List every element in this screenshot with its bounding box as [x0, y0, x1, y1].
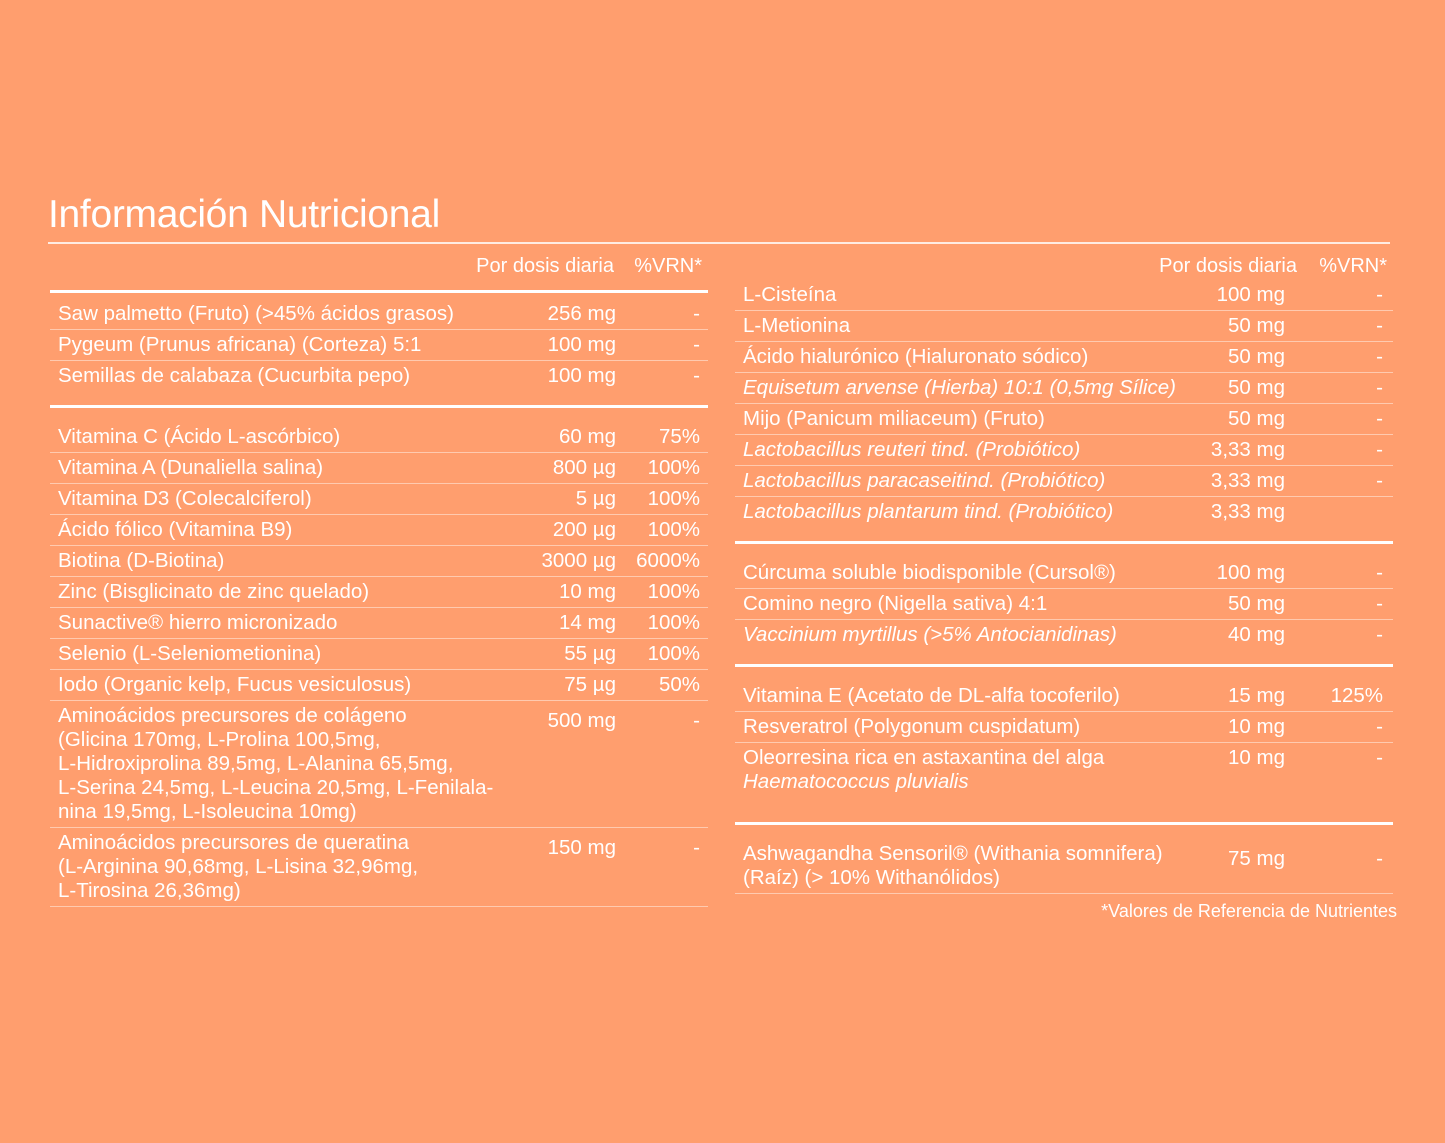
table-row-ashwagandha — [735, 839, 1393, 894]
table-row — [50, 577, 708, 608]
ingredient-detail-line: Haematococcus pluvialis — [743, 770, 969, 793]
ingredient-vrn: 125% — [1330, 684, 1383, 707]
ingredient-vrn: - — [1376, 376, 1383, 399]
table-header — [735, 252, 1393, 280]
left-table — [50, 252, 708, 907]
ingredient-vrn: - — [1376, 283, 1383, 306]
table-row — [50, 546, 708, 577]
ingredient-vrn: - — [1376, 314, 1383, 337]
table-row — [735, 280, 1393, 311]
group-divider — [735, 664, 1393, 667]
ingredient-dose: 100 mg — [1216, 561, 1285, 584]
ingredient-vrn: - — [1376, 407, 1383, 430]
ingredient-vrn: 6000% — [636, 549, 700, 572]
ingredient-vrn: 100% — [647, 518, 700, 541]
ingredient-detail-line: (L-Arginina 90,68mg, L-Lisina 32,96mg, — [58, 855, 419, 878]
ingredient-dose: 100 mg — [1216, 283, 1285, 306]
ingredient-name: Pygeum (Prunus africana) (Corteza) 5:1 — [58, 333, 422, 356]
header-divider — [50, 290, 708, 293]
ingredient-dose: 150 mg — [547, 836, 616, 859]
ingredient-vrn: - — [1376, 623, 1383, 646]
right-table — [735, 252, 1393, 894]
ingredient-vrn: - — [1376, 469, 1383, 492]
ingredient-vrn: 75% — [658, 425, 700, 448]
ingredient-dose: 40 mg — [1228, 623, 1285, 646]
ingredient-dose: 500 mg — [547, 709, 616, 732]
ingredient-dose: 800 µg — [552, 456, 616, 479]
ingredient-name: Vitamina C (Ácido L-ascórbico) — [58, 425, 341, 448]
table-row — [50, 639, 708, 670]
ingredient-name: Lactobacillus plantarum tind. (Probiótico) — [743, 500, 1114, 523]
ingredient-vrn: - — [1376, 561, 1383, 584]
ingredient-name: Equisetum arvense (Hierba) 10:1 (0,5mg Sílice) — [743, 376, 1176, 399]
ingredient-name: Ácido fólico (Vitamina B9) — [58, 518, 293, 541]
ingredient-vrn: - — [1376, 746, 1383, 769]
ingredient-dose: 50 mg — [1228, 314, 1285, 337]
table-row — [50, 361, 708, 391]
ingredient-vrn: - — [693, 364, 700, 387]
ingredient-vrn: - — [1376, 592, 1383, 615]
ingredient-name-line: Aminoácidos precursores de colágeno — [58, 704, 407, 727]
ingredient-name: Vitamina E (Acetato de DL-alfa tocoferilo) — [743, 684, 1120, 707]
title-divider — [48, 242, 1390, 244]
ingredient-dose: 75 µg — [564, 673, 616, 696]
ingredient-vrn: 100% — [647, 642, 700, 665]
ingredient-name: Saw palmetto (Fruto) (>45% ácidos grasos) — [58, 302, 454, 325]
ingredient-name: Lactobacillus reuteri tind. (Probiótico) — [743, 438, 1081, 461]
table-row — [735, 311, 1393, 342]
ingredient-name: Mijo (Panicum miliaceum) (Fruto) — [743, 407, 1045, 430]
ingredient-dose: 3000 µg — [541, 549, 616, 572]
ingredient-name: Selenio (L-Seleniometionina) — [58, 642, 322, 665]
ingredient-name: Zinc (Bisglicinato de zinc quelado) — [58, 580, 370, 603]
ingredient-detail-line: L-Tirosina 26,36mg) — [58, 879, 241, 902]
ingredient-dose: 14 mg — [559, 611, 616, 634]
ingredient-name: Iodo (Organic kelp, Fucus vesiculosus) — [58, 673, 412, 696]
ingredient-vrn: - — [693, 333, 700, 356]
table-row — [735, 712, 1393, 743]
table-row — [735, 558, 1393, 589]
ingredient-dose: 10 mg — [559, 580, 616, 603]
ingredient-vrn: - — [1376, 438, 1383, 461]
ingredient-name: Semillas de calabaza (Cucurbita pepo) — [58, 364, 411, 387]
ingredient-dose: 5 µg — [575, 487, 616, 510]
ingredient-name: L-Cisteína — [743, 283, 837, 306]
dose-column-header: Por dosis diaria — [1159, 255, 1297, 277]
ingredient-vrn: 100% — [647, 580, 700, 603]
table-row — [735, 466, 1393, 497]
ingredient-dose: 10 mg — [1228, 746, 1285, 769]
ingredient-vrn: 100% — [647, 456, 700, 479]
dose-column-header: Por dosis diaria — [476, 255, 614, 277]
table-row-collagen — [50, 701, 708, 828]
ingredient-vrn: - — [1376, 715, 1383, 738]
table-row — [50, 299, 708, 330]
table-row — [50, 422, 708, 453]
ingredient-name: L-Metionina — [743, 314, 851, 337]
table-row-keratin — [50, 828, 708, 907]
ingredient-vrn: - — [1376, 345, 1383, 368]
ingredient-dose: 3,33 mg — [1210, 500, 1285, 523]
ingredient-name: Biotina (D-Biotina) — [58, 549, 225, 572]
table-row-astaxanthin — [735, 743, 1393, 808]
ingredient-name: Ácido hialurónico (Hialuronato sódico) — [743, 345, 1089, 368]
table-row — [50, 670, 708, 701]
ingredient-dose: 50 mg — [1228, 407, 1285, 430]
ingredient-name-line: Aminoácidos precursores de queratina — [58, 831, 409, 854]
ingredient-detail-line: (Raíz) (> 10% Withanólidos) — [743, 866, 1000, 889]
ingredient-vrn: - — [693, 836, 700, 859]
ingredient-name: Cúrcuma soluble biodisponible (Cursol®) — [743, 561, 1116, 584]
ingredient-dose: 3,33 mg — [1210, 469, 1285, 492]
ingredient-dose: 200 µg — [552, 518, 616, 541]
ingredient-detail-line: (Glicina 170mg, L-Prolina 100,5mg, — [58, 728, 381, 751]
ingredient-dose: 10 mg — [1228, 715, 1285, 738]
ingredient-name: Resveratrol (Polygonum cuspidatum) — [743, 715, 1081, 738]
ingredient-vrn: - — [693, 302, 700, 325]
table-row — [50, 484, 708, 515]
page-title: Información Nutricional — [48, 193, 440, 236]
ingredient-name: Sunactive® hierro micronizado — [58, 611, 338, 634]
ingredient-name-line: Oleorresina rica en astaxantina del alga — [743, 746, 1105, 769]
ingredient-dose: 256 mg — [547, 302, 616, 325]
table-row — [50, 515, 708, 546]
ingredient-dose: 100 mg — [547, 333, 616, 356]
table-row — [735, 497, 1393, 527]
ingredient-detail-line: nina 19,5mg, L-Isoleucina 10mg) — [58, 800, 357, 823]
group-divider — [50, 405, 708, 408]
table-row — [735, 681, 1393, 712]
ingredient-dose: 3,33 mg — [1210, 438, 1285, 461]
ingredient-name-line: Ashwagandha Sensoril® (Withania somnifera) — [743, 842, 1163, 865]
ingredient-name: Vitamina A (Dunaliella salina) — [58, 456, 324, 479]
ingredient-vrn: - — [1376, 847, 1383, 870]
table-row — [735, 373, 1393, 404]
table-header — [50, 252, 708, 280]
table-row — [50, 608, 708, 639]
footnote: *Valores de Referencia de Nutrientes — [1101, 901, 1397, 921]
ingredient-vrn: 50% — [658, 673, 700, 696]
ingredient-dose: 50 mg — [1228, 592, 1285, 615]
ingredient-dose: 100 mg — [547, 364, 616, 387]
ingredient-name: Vaccinium myrtillus (>5% Antocianidinas) — [743, 623, 1117, 646]
table-row — [735, 342, 1393, 373]
ingredient-dose: 55 µg — [564, 642, 616, 665]
ingredient-dose: 15 mg — [1228, 684, 1285, 707]
ingredient-name: Vitamina D3 (Colecalciferol) — [58, 487, 312, 510]
group-divider — [735, 541, 1393, 544]
table-row — [50, 453, 708, 484]
ingredient-dose: 60 mg — [559, 425, 616, 448]
table-row — [735, 404, 1393, 435]
vrn-column-header: %VRN* — [634, 255, 702, 277]
ingredient-name: Lactobacillus paracaseitind. (Probiótico) — [743, 469, 1106, 492]
ingredient-name: Comino negro (Nigella sativa) 4:1 — [743, 592, 1048, 615]
vrn-column-header: %VRN* — [1319, 255, 1387, 277]
ingredient-dose: 75 mg — [1228, 847, 1285, 870]
table-row — [735, 620, 1393, 650]
group-divider — [735, 822, 1393, 825]
ingredient-vrn: - — [693, 709, 700, 732]
ingredient-dose: 50 mg — [1228, 345, 1285, 368]
table-row — [735, 589, 1393, 620]
table-row — [735, 435, 1393, 466]
ingredient-vrn: 100% — [647, 487, 700, 510]
table-row — [50, 330, 708, 361]
ingredient-vrn: 100% — [647, 611, 700, 634]
ingredient-detail-line: L-Serina 24,5mg, L-Leucina 20,5mg, L-Fenilala- — [58, 776, 494, 799]
ingredient-detail-line: L-Hidroxiprolina 89,5mg, L-Alanina 65,5mg, — [58, 752, 454, 775]
ingredient-dose: 50 mg — [1228, 376, 1285, 399]
